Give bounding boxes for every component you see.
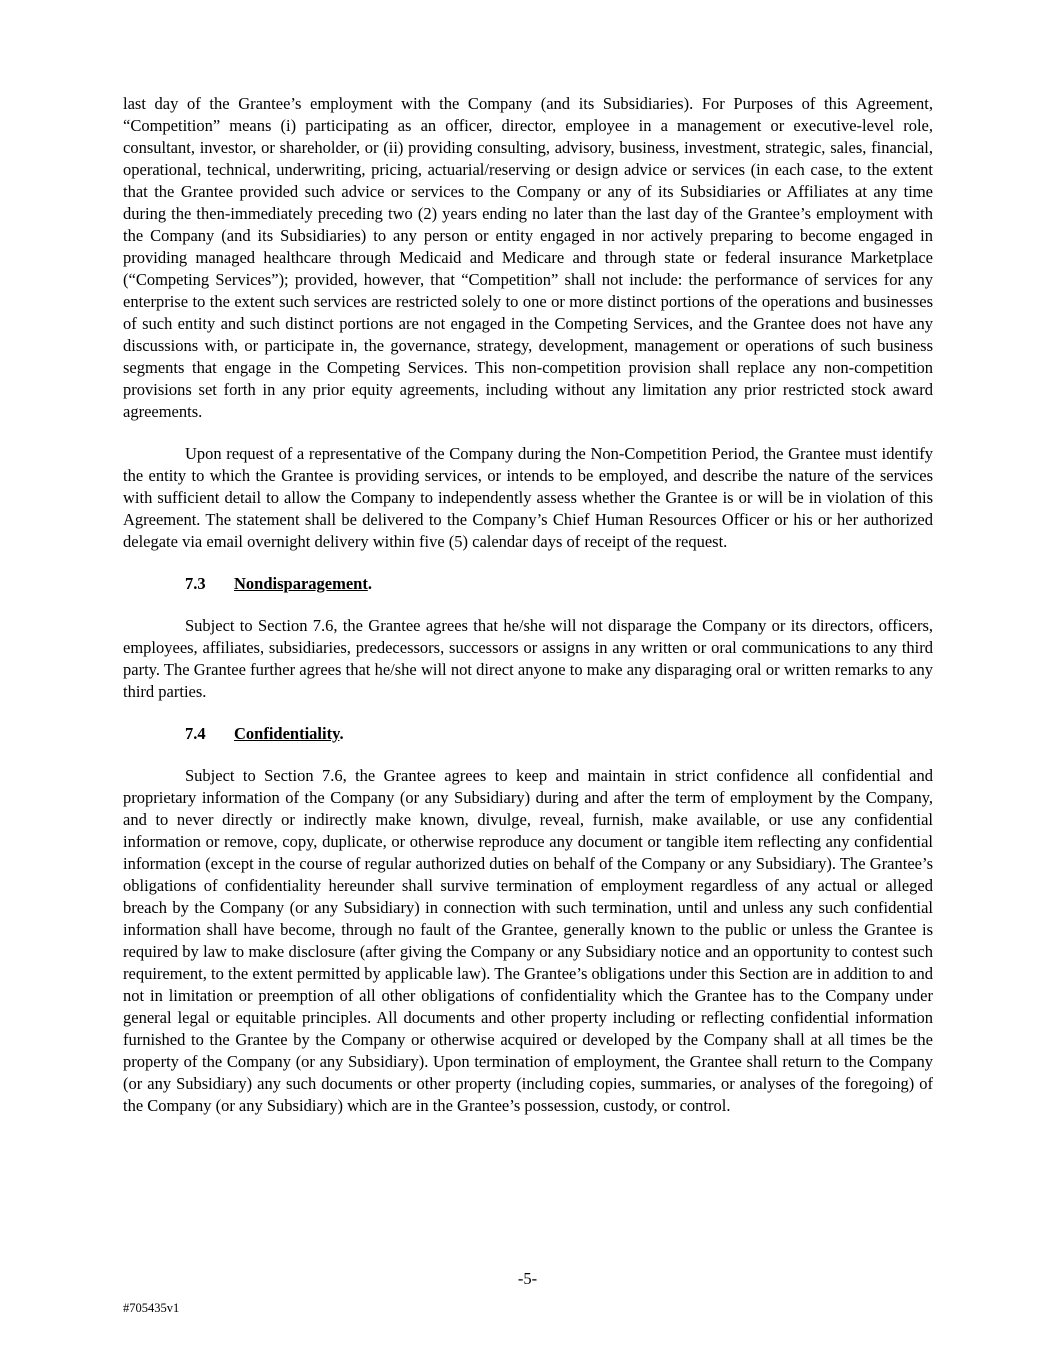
section-heading-7-4 <box>123 723 933 745</box>
section-title-period: . <box>367 574 372 593</box>
paragraph-confidentiality: Subject to Section 7.6, the Grantee agrees to keep and maintain in strict confidence all confidential and proprietary information of the Company (or any Subsidiary) during and after the term of employment by the Company, and to never directly or indirectly make known, divulge, reveal, furnish, make available, or use any confidential information or remove, copy, duplicate, or otherwise reproduce any document or tangible item reflecting any confidential information (except in the course of regular authorized duties on behalf of the Company or any Subsidiary). The Grantee’s obligations of confidentiality hereunder shall survive termination of employment regardless of any actual or alleged breach by the Company (or any Subsidiary) in connection with such termination, until and unless any such confidential information shall have become, through no fault of the Grantee, generally known to the public or unless the Grantee is required by law to make disclosure (after giving the Company or any Subsidiary notice and an opportunity to contest such requirement, to the extent permitted by applicable law). The Grantee’s obligations under this Section are in addition to and not in limitation or preemption of all other obligations of confidentiality which the Grantee has to the Company under general legal or equitable principles. All documents and other property including or reflecting confidential information furnished to the Grantee by the Company or otherwise acquired or developed by the Company shall at all times be the property of the Company (or any Subsidiary). Upon termination of employment, the Grantee shall return to the Company (or any Subsidiary) any such documents or other property (including copies, summaries, or analyses of the foregoing) of the Company (or any Subsidiary) which are in the Grantee’s possession, custody, or control. <box>123 766 933 1115</box>
section-number-7-3: 7.3 <box>185 574 206 593</box>
section-number-7-4: 7.4 <box>185 724 206 743</box>
paragraph-upon-request: Upon request of a representative of the Company during the Non-Competition Period, the Grantee must identify the entity to which the Grantee is providing services, or intends to be employed, and describe the nature of the services with sufficient detail to allow the Company to independently assess whether the Grantee is or will be in violation of this Agreement. The statement shall be delivered to the Company’s Chief Human Resources Officer or his or her authorized delegate via email overnight delivery within five (5) calendar days of receipt of the request. <box>123 444 933 551</box>
section-heading-7-3 <box>123 573 933 595</box>
document-id-stamp: #705435v1 <box>123 1301 180 1315</box>
section-title-period: . <box>339 724 344 743</box>
paragraph-competition-definition: last day of the Grantee’s employment with the Company (and its Subsidiaries). For Purposes of this Agreement, “Competition” means (i) participating as an officer, director, employee in a management or executive-level role, consultant, investor, or shareholder, or (ii) providing consulting, advisory, business, investment, strategic, sales, financial, operational, technical, underwriting, pricing, actuarial/reserving or design advice or services (in each case, to the extent that the Grantee provided such advice or services to the Company or any of its Subsidiaries or Affiliates at any time during the then-immediately preceding two (2) years ending no later than the last day of the Grantee’s employment with the Company (and its Subsidiaries) to any person or entity engaged in nor actively preparing to become engaged in providing managed healthcare through Medicaid and Medicare and through state or federal insurance Marketplace (“Competing Services”); provided, however, that “Competition” shall not include: the performance of services for any enterprise to the extent such services are restricted solely to one or more distinct portions of the operations and businesses of such entity and such distinct portions are not engaged in the Competing Services, and the Grantee does not have any discussions with, or participate in, the governance, strategy, development, management or operations of such business segments that engage in the Competing Services. This non-competition provision shall replace any non-competition provisions set forth in any prior equity agreements, including without any limitation any prior restricted stock award agreements. <box>123 94 933 421</box>
page-number: -5- <box>517 1269 538 1288</box>
section-title-confidentiality: Confidentiality <box>234 724 340 743</box>
paragraph-nondisparagement: Subject to Section 7.6, the Grantee agrees that he/she will not disparage the Company or its directors, officers, employees, affiliates, subsidiaries, predecessors, successors or assigns in any written or oral communications to any third party. The Grantee further agrees that he/she will not direct anyone to make any disparaging oral or written remarks to any third parties. <box>123 616 933 701</box>
document-body <box>123 93 933 1137</box>
section-title-nondisparagement: Nondisparagement <box>234 574 368 593</box>
